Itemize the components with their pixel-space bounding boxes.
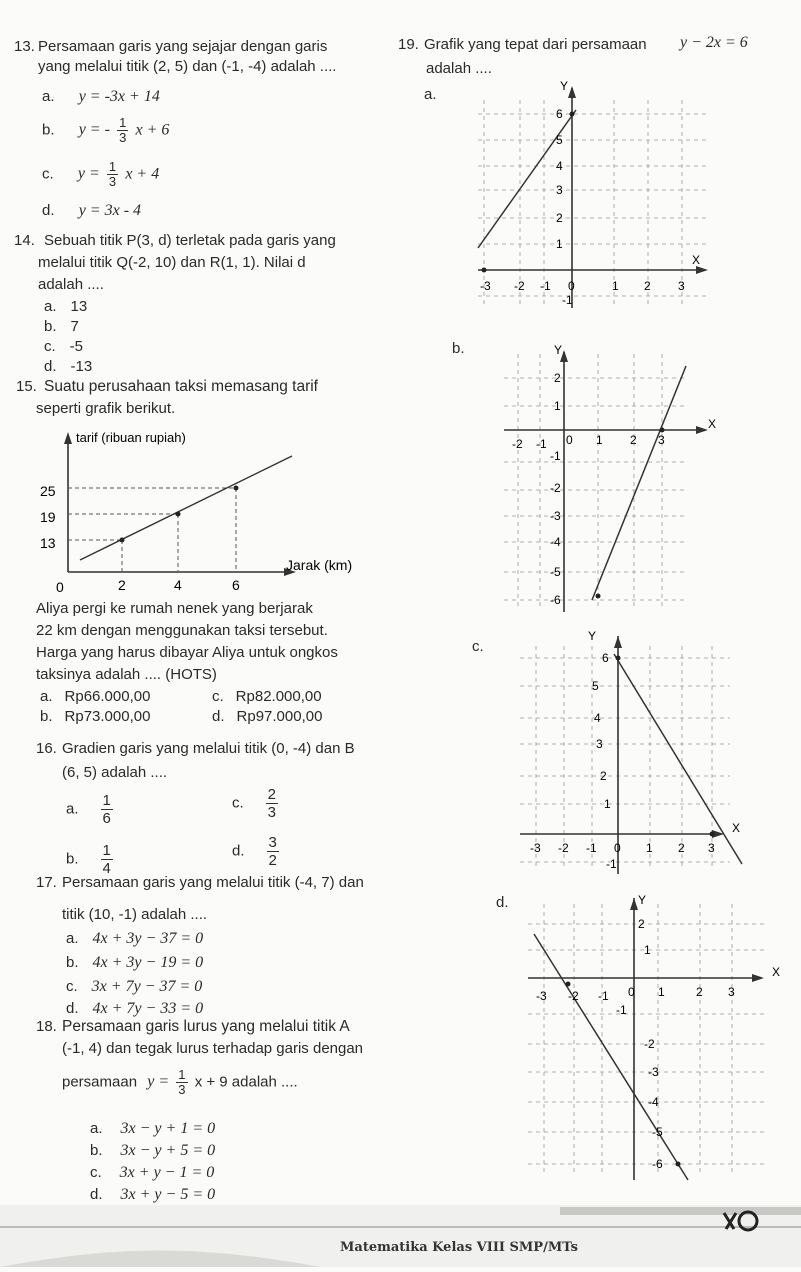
q13-option-a: [42, 88, 160, 106]
svg-text:-4: -4: [550, 535, 561, 549]
option-text: y = -3x + 14: [78, 88, 160, 105]
svg-text:2: 2: [638, 917, 645, 931]
svg-text:-6: -6: [550, 593, 561, 607]
svg-text:X: X: [732, 821, 741, 835]
q14-option-a: a. 13: [44, 298, 88, 315]
svg-text:1: 1: [596, 433, 603, 447]
svg-text:X: X: [772, 965, 781, 979]
q14-line2: melalui titik Q(-2, 10) dan R(1, 1). Nilai d: [38, 254, 306, 271]
ytick-19: 19: [40, 509, 56, 525]
svg-text:6: 6: [556, 107, 563, 121]
q17-option-c: c. 3x + 7y − 37 = 0: [66, 978, 203, 995]
q16-number: 16.: [36, 740, 57, 757]
svg-text:-5: -5: [652, 1125, 663, 1139]
ytick-13: 13: [40, 535, 56, 551]
svg-text:2: 2: [644, 279, 651, 293]
svg-text:-1: -1: [550, 449, 561, 463]
xtick-2: 2: [118, 577, 126, 593]
svg-text:-2: -2: [568, 989, 579, 1003]
svg-text:-2: -2: [558, 841, 569, 855]
q13-option-b: [42, 116, 169, 145]
q18-number: 18.: [36, 1018, 57, 1035]
graph-c: [520, 626, 760, 878]
graph-a: [478, 80, 718, 312]
q13-option-c: [42, 160, 159, 189]
xtick-0: 0: [56, 579, 64, 595]
point-6: [234, 486, 239, 491]
option-letter: c.: [42, 165, 54, 183]
svg-text:X: X: [692, 253, 701, 267]
fraction: $\frac{1}{3}$: [108, 159, 117, 189]
graph-b-line: [592, 366, 686, 600]
tariff-line: [80, 456, 292, 560]
q13-option-d: [42, 202, 141, 220]
q16-line2: (6, 5) adalah ....: [62, 764, 168, 781]
svg-text:1: 1: [556, 237, 563, 251]
svg-text:Y: Y: [554, 343, 563, 357]
q13-text-line1: Persamaan garis yang sejajar dengan garis: [38, 38, 328, 55]
svg-text:-1: -1: [616, 1003, 627, 1017]
q15-option-c: c. Rp82.000,00: [212, 688, 322, 705]
q15-option-a: a. Rp66.000,00: [40, 688, 151, 705]
svg-text:-3: -3: [550, 509, 561, 523]
q17-line1: Persamaan garis yang melalui titik (-4, 7) dan: [62, 874, 364, 891]
chart-x-label: Jarak (km): [286, 557, 353, 573]
graph-a-line: [478, 110, 576, 248]
svg-text:1: 1: [646, 841, 653, 855]
xtick-4: 4: [174, 577, 182, 593]
graph-d-letter: d.: [496, 894, 509, 911]
svg-text:5: 5: [592, 679, 599, 693]
ytick-25: 25: [40, 483, 56, 499]
svg-text:-6: -6: [652, 1157, 663, 1171]
svg-text:1: 1: [658, 985, 665, 999]
svg-text:2: 2: [696, 985, 703, 999]
q16-option-a: a. $\frac{1}{6}$: [66, 792, 111, 827]
svg-text:2: 2: [630, 433, 637, 447]
tariff-chart: [40, 422, 353, 612]
svg-text:3: 3: [708, 841, 715, 855]
fraction: $\frac{1}{3}$: [119, 115, 127, 145]
option-prefix: y =: [77, 165, 100, 183]
xtick-6: 6: [232, 577, 240, 593]
svg-text:1: 1: [612, 279, 619, 293]
q14-option-b: b. 7: [44, 318, 79, 335]
q18-equation: persamaan y = $\frac{1}{3}$ x + 9 adalah ....: [62, 1067, 298, 1097]
svg-text:3: 3: [556, 183, 563, 197]
svg-text:1: 1: [644, 943, 651, 957]
q13-text-line2: yang melalui titik (2, 5) dan (-1, -4) adalah ....: [38, 58, 337, 75]
svg-text:-3: -3: [536, 989, 547, 1003]
q19-equation: y − 2x = 6: [680, 34, 748, 51]
q19-text: Grafik yang tepat dari persamaan: [424, 36, 647, 53]
q15-after-line1: Aliya pergi ke rumah nenek yang berjarak: [36, 600, 313, 617]
q13-number: 13.: [14, 38, 35, 55]
option-text: y = 3x - 4: [78, 202, 142, 219]
chart-y-arrow: [64, 432, 72, 444]
svg-text:2: 2: [678, 841, 685, 855]
svg-text:-1: -1: [598, 989, 609, 1003]
point-2: [120, 538, 125, 543]
q18-line1: Persamaan garis lurus yang melalui titik A: [62, 1018, 350, 1035]
option-suffix: x + 4: [125, 165, 160, 183]
svg-text:3: 3: [596, 737, 603, 751]
q15-after-line2: 22 km dengan menggunakan taksi tersebut.: [36, 622, 328, 639]
svg-text:-2: -2: [550, 481, 561, 495]
q16-line1: Gradien garis yang melalui titik (0, -4) dan B: [62, 740, 355, 757]
option-letter: a.: [42, 88, 55, 105]
q15-number: 15.: [16, 378, 37, 395]
q18-option-c: c. 3x + y − 1 = 0: [90, 1164, 215, 1181]
graph-c-letter: c.: [472, 638, 484, 655]
option-letter: b.: [42, 121, 55, 139]
svg-text:3: 3: [678, 279, 685, 293]
svg-text:0: 0: [568, 279, 575, 293]
q15-option-d: d. Rp97.000,00: [212, 708, 323, 725]
svg-text:-4: -4: [648, 1095, 659, 1109]
q17-number: 17.: [36, 874, 57, 891]
svg-text:0: 0: [566, 433, 573, 447]
svg-text:-1: -1: [540, 279, 551, 293]
q19-number: 19.: [398, 36, 419, 53]
footer-decoration: [0, 1205, 801, 1267]
graph-d-line: [534, 934, 688, 1180]
svg-text:-2: -2: [512, 437, 523, 451]
svg-text:4: 4: [556, 159, 563, 173]
graph-a-letter: a.: [424, 86, 437, 103]
svg-text:2: 2: [600, 769, 607, 783]
svg-text:Y: Y: [638, 893, 647, 907]
q18-option-d: d. 3x + y − 5 = 0: [90, 1186, 216, 1203]
q15-line1: Suatu perusahaan taksi memasang tarif: [44, 378, 318, 395]
svg-text:-1: -1: [606, 857, 617, 871]
svg-text:6: 6: [602, 651, 609, 665]
svg-text:2: 2: [554, 371, 561, 385]
q17-line2: titik (10, -1) adalah ....: [62, 906, 208, 923]
option-letter: d.: [42, 202, 55, 219]
graph-d: [528, 884, 788, 1184]
svg-text:-3: -3: [648, 1065, 659, 1079]
q14-option-c: c. -5: [44, 338, 84, 355]
graph-b-letter: b.: [452, 340, 465, 357]
q15-line2: seperti grafik berikut.: [36, 400, 176, 417]
graph-c-line: [614, 654, 742, 864]
svg-text:-5: -5: [550, 565, 561, 579]
svg-text:0: 0: [614, 841, 621, 855]
svg-text:3: 3: [658, 433, 665, 447]
q14-number: 14.: [14, 232, 35, 249]
q14-option-d: d. -13: [44, 358, 93, 375]
q14-line1: Sebuah titik P(3, d) terletak pada garis yang: [44, 232, 336, 249]
q18-line2: (-1, 4) dan tegak lurus terhadap garis dengan: [62, 1040, 364, 1057]
q17-option-a: a. 4x + 3y − 37 = 0: [66, 930, 204, 947]
footer-title: Matematika Kelas VIII SMP/MTs: [340, 1240, 579, 1255]
q17-option-d: d. 4x + 7y − 33 = 0: [66, 1000, 204, 1017]
svg-text:Y: Y: [560, 79, 569, 93]
svg-text:3: 3: [728, 985, 735, 999]
svg-text:-2: -2: [514, 279, 525, 293]
q17-option-b: b. 4x + 3y − 19 = 0: [66, 954, 204, 971]
svg-text:-1: -1: [586, 841, 597, 855]
svg-text:2: 2: [556, 211, 563, 225]
q16-option-c: c. $\frac{2}{3}$: [232, 786, 277, 821]
q18-option-b: b. 3x − y + 5 = 0: [90, 1142, 216, 1159]
q16-option-d: d. $\frac{3}{2}$: [232, 834, 277, 869]
q19-line2: adalah ....: [426, 60, 492, 77]
svg-text:-1: -1: [536, 437, 547, 451]
q15-after-line4: taksinya adalah .... (HOTS): [36, 666, 217, 683]
option-suffix: x + 6: [135, 121, 170, 139]
svg-text:-1: -1: [562, 293, 573, 307]
svg-text:1: 1: [604, 797, 611, 811]
point-4: [176, 512, 181, 517]
svg-text:4: 4: [594, 711, 601, 725]
graph-b: [504, 344, 724, 616]
option-prefix: y = -: [78, 121, 110, 139]
q15-option-b: b. Rp73.000,00: [40, 708, 151, 725]
svg-text:1: 1: [554, 399, 561, 413]
page-footer: [0, 1205, 801, 1267]
svg-text:Y: Y: [588, 629, 597, 643]
svg-text:-3: -3: [480, 279, 491, 293]
svg-text:0: 0: [628, 985, 635, 999]
svg-text:-3: -3: [530, 841, 541, 855]
q18-option-a: a. 3x − y + 1 = 0: [90, 1120, 216, 1137]
svg-text:-2: -2: [644, 1037, 655, 1051]
svg-text:5: 5: [556, 133, 563, 147]
q16-option-b: b. $\frac{1}{4}$: [66, 842, 111, 877]
svg-text:X: X: [708, 417, 717, 431]
q14-line3: adalah ....: [38, 276, 104, 293]
q15-after-line3: Harga yang harus dibayar Aliya untuk ongkos: [36, 644, 338, 661]
chart-y-label: tarif (ribuan rupiah): [76, 430, 186, 445]
